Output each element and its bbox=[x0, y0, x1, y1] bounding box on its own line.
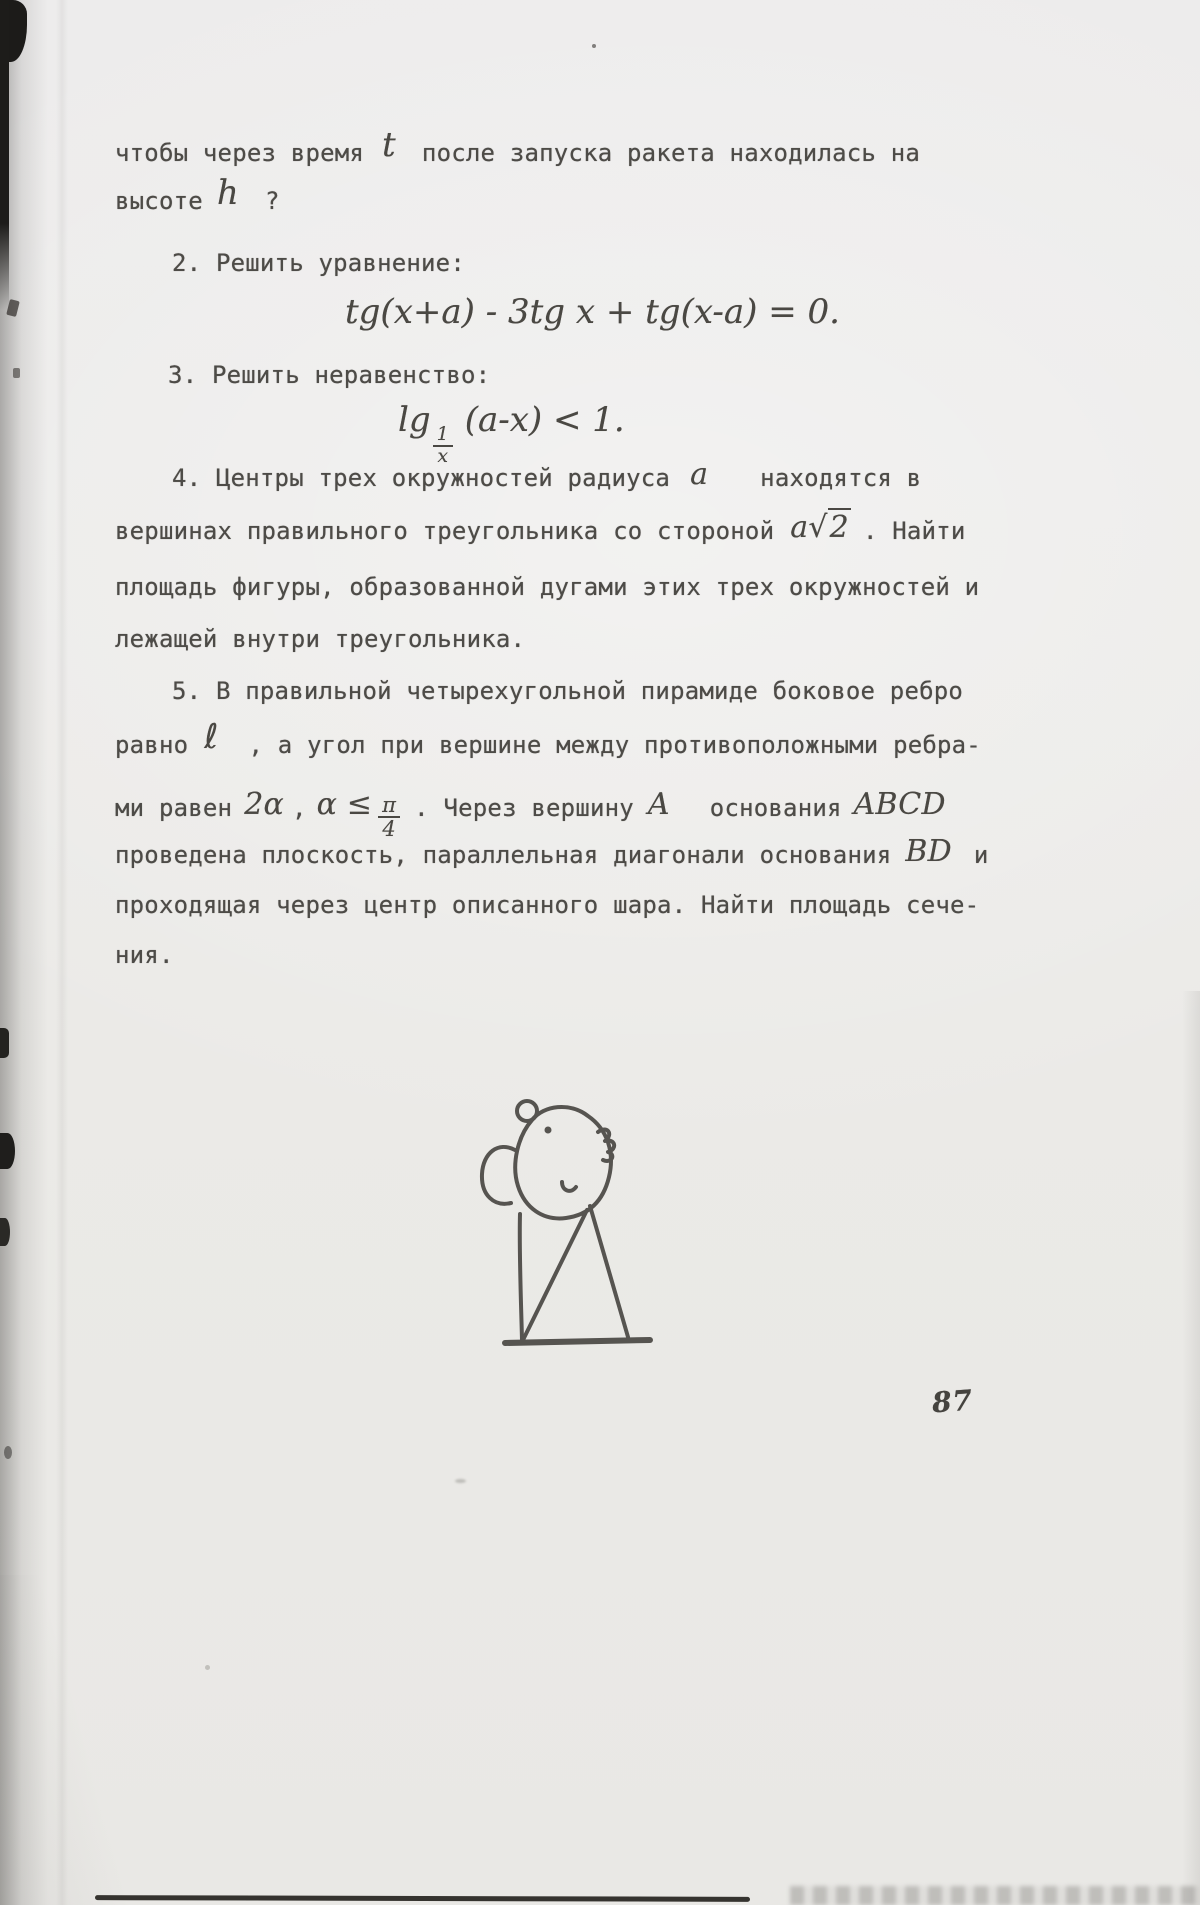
spacer bbox=[203, 208, 217, 209]
doodle-mouth bbox=[562, 1182, 576, 1191]
body-text: вершинах правильного треугольника со стороной bbox=[115, 517, 775, 545]
doodle-eye bbox=[545, 1127, 552, 1134]
intro-line-2 bbox=[115, 173, 280, 216]
body-text: площадь фигуры, образованной дугами этих трех окружностей и bbox=[115, 573, 980, 601]
body-text: ми равен bbox=[115, 794, 233, 823]
spacer bbox=[634, 815, 648, 816]
body-text: проходящая через центр описанного шара. Найти площадь сече- bbox=[115, 891, 980, 919]
spacer bbox=[708, 485, 760, 486]
fraction-denominator: x bbox=[437, 445, 449, 467]
problem3-heading bbox=[168, 360, 490, 390]
bottom-right-smudge bbox=[790, 1886, 1200, 1905]
sqrt-base: a bbox=[790, 510, 809, 545]
problem2-equation bbox=[345, 292, 840, 332]
problem5-line-3 bbox=[115, 786, 946, 842]
doodle-ear bbox=[517, 1101, 537, 1121]
spacer bbox=[239, 208, 265, 209]
spacer bbox=[891, 862, 905, 863]
body-text: проведена плоскость, параллельная диагонали основания bbox=[115, 841, 892, 869]
math-vertex-A: A bbox=[647, 787, 670, 823]
spacer bbox=[842, 815, 854, 816]
spacer bbox=[396, 160, 422, 161]
problem5-line-5 bbox=[115, 890, 979, 920]
spacer bbox=[307, 815, 317, 816]
intro-text: чтобы через время bbox=[115, 139, 365, 167]
body-text: 5. В правильной четырехугольной пирамиде боковое ребро bbox=[172, 677, 964, 705]
intro-text: высоте bbox=[115, 187, 203, 215]
intro-text: после запуска ракета находилась на bbox=[421, 139, 920, 167]
paper-speck bbox=[205, 1665, 210, 1670]
edge-strip-top bbox=[0, 0, 9, 310]
page-number: 87 bbox=[930, 1383, 975, 1420]
spacer bbox=[364, 160, 382, 161]
problem4-line-3 bbox=[115, 572, 979, 602]
problem5-line-1 bbox=[172, 676, 963, 706]
body-text: , bbox=[291, 794, 307, 823]
paper-speck bbox=[455, 1479, 466, 1483]
fraction-numerator: π bbox=[378, 794, 400, 818]
right-edge-shade bbox=[1182, 991, 1200, 1905]
intro-text: ? bbox=[265, 187, 280, 215]
spacer bbox=[670, 485, 690, 486]
corner-crease bbox=[0, 1575, 130, 1905]
body-text: и bbox=[973, 841, 989, 869]
log-symbol: lg bbox=[398, 400, 431, 440]
spacer bbox=[774, 538, 790, 539]
body-text: ния. bbox=[115, 941, 174, 969]
problem5-line-2 bbox=[115, 717, 981, 760]
doodle-body-line bbox=[520, 1214, 522, 1340]
math-ABCD: ABCD bbox=[853, 787, 946, 823]
fraction-denominator: 4 bbox=[382, 817, 396, 842]
heading-text: 3. Решить неравенство: bbox=[168, 361, 491, 389]
paper-speck bbox=[592, 44, 596, 48]
doodle-triangle-right bbox=[590, 1206, 628, 1337]
body-text: лежащей внутри треугольника. bbox=[115, 625, 526, 653]
problem4-line-4 bbox=[115, 624, 525, 654]
intro-line-1 bbox=[115, 125, 920, 168]
fraction-numerator: 1 bbox=[433, 425, 453, 447]
edge-blob bbox=[0, 1218, 10, 1246]
edge-blob bbox=[0, 1133, 15, 1169]
body-text: основания bbox=[709, 794, 842, 823]
spacer bbox=[851, 538, 863, 539]
spacer bbox=[188, 752, 204, 753]
edge-mark bbox=[4, 1446, 12, 1459]
math-var-a: a bbox=[690, 457, 709, 492]
math-alpha-le: α ≤ bbox=[316, 787, 373, 823]
sqrt-sign: √ bbox=[808, 510, 828, 545]
math-var-t: t bbox=[382, 125, 396, 165]
problem2-heading bbox=[172, 248, 465, 278]
spacer bbox=[406, 815, 414, 816]
body-text: находятся в bbox=[760, 464, 922, 492]
problem4-line-2 bbox=[115, 510, 966, 546]
spacer bbox=[284, 815, 292, 816]
doodle-triangle-left bbox=[523, 1210, 587, 1340]
math-var-h: h bbox=[216, 173, 240, 213]
log-base-fraction bbox=[433, 425, 453, 467]
inequality-text: (a-x) < 1. bbox=[464, 400, 625, 440]
body-text: . Через вершину bbox=[414, 794, 634, 823]
math-a-sqrt2 bbox=[790, 510, 851, 545]
spacer bbox=[670, 815, 710, 816]
edge-blob bbox=[0, 1028, 9, 1058]
problem5-line-4 bbox=[115, 834, 989, 870]
math-2alpha: 2α bbox=[244, 787, 284, 823]
problem5-line-6 bbox=[115, 940, 174, 970]
body-text: равно bbox=[115, 731, 189, 759]
spacer bbox=[232, 815, 244, 816]
doodle-figure bbox=[470, 1098, 660, 1358]
edge-mark bbox=[13, 368, 20, 378]
body-text: . Найти bbox=[862, 517, 966, 545]
body-text: 4. Центры трех окружностей радиуса bbox=[172, 464, 671, 492]
spacer bbox=[952, 862, 974, 863]
spacer bbox=[219, 752, 249, 753]
sqrt-radicand: 2 bbox=[829, 510, 849, 545]
doodle-head bbox=[515, 1107, 611, 1218]
bottom-scan-line bbox=[95, 1895, 750, 1902]
problem4-line-1 bbox=[172, 457, 922, 493]
doodle-left-loop bbox=[482, 1147, 515, 1204]
heading-text: 2. Решить уравнение: bbox=[172, 249, 465, 277]
equation-text: tg(x+a) - 3tg x + tg(x-a) = 0. bbox=[345, 292, 840, 332]
pi-over-4-fraction bbox=[378, 794, 400, 840]
math-BD: BD bbox=[905, 834, 952, 869]
body-text: , а угол при вершине между противоположными ребра- bbox=[248, 731, 981, 759]
problem3-inequality bbox=[398, 400, 625, 467]
doodle-baseline bbox=[505, 1340, 650, 1343]
math-var-ell: ℓ bbox=[204, 717, 219, 757]
